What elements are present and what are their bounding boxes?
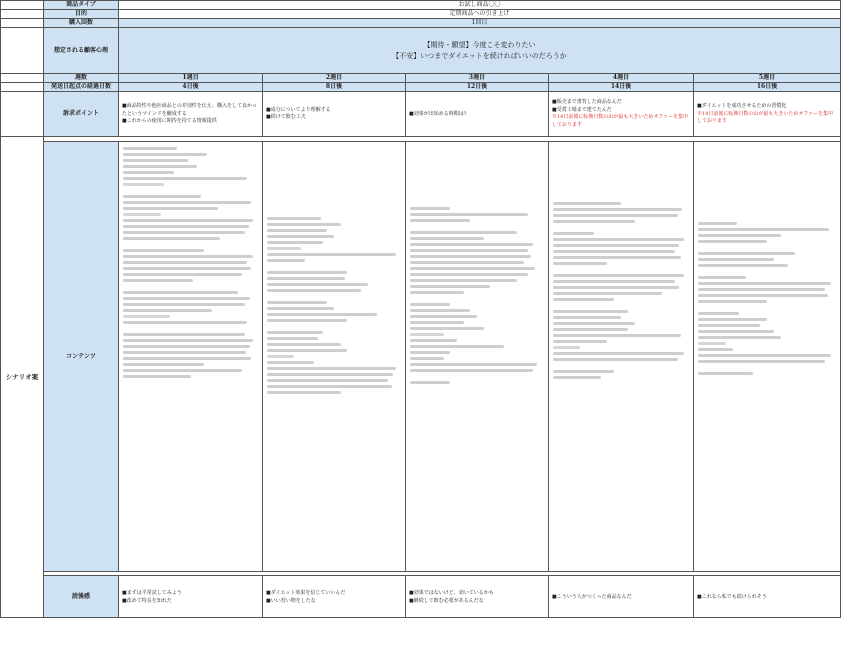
impression-item: ■継続して飲む必要があるんだな	[409, 597, 484, 604]
blurred-text-line	[267, 385, 392, 388]
blurred-text-line	[267, 379, 388, 382]
blurred-text-line	[123, 351, 246, 354]
blurred-text-line	[553, 262, 607, 265]
label-weeks: 週数	[44, 74, 119, 83]
blurred-text-line	[410, 345, 504, 348]
blurred-text-line	[267, 271, 347, 274]
blurred-text-line	[698, 276, 746, 279]
value-assumed-psychology	[119, 28, 841, 74]
psychology-expectation: 【期待・願望】今度こそ変わりたい	[423, 40, 536, 49]
appeal-note: ※14日前後に転換日数の山が最も大きいためオファーを集中しております	[697, 110, 834, 125]
blurred-text-line	[123, 291, 238, 294]
label-assumed-psychology: 想定される顧客心理	[44, 28, 119, 74]
content-week-2	[263, 142, 406, 572]
blank-cell	[1, 10, 44, 19]
blurred-text-line	[698, 318, 767, 321]
appeal-week-1	[119, 92, 263, 137]
blurred-text-line	[123, 261, 247, 264]
blurred-text-line	[267, 391, 341, 394]
blurred-text-line	[553, 232, 594, 235]
blurred-text-line	[698, 282, 831, 285]
impression-week-3	[406, 576, 549, 618]
blurred-text-line	[410, 303, 450, 306]
blurred-text-line	[123, 249, 204, 252]
blurred-text-line	[410, 213, 528, 216]
blurred-text-line	[410, 333, 444, 336]
value-objective: 定期商品への引き上げ	[119, 10, 841, 19]
blurred-text-line	[267, 361, 314, 364]
content-week-4	[549, 142, 694, 572]
blurred-text-line	[410, 327, 484, 330]
blurred-text-line	[267, 307, 334, 310]
blurred-text-line	[553, 292, 662, 295]
blurred-text-line	[410, 339, 457, 342]
appeal-item: ■これからの使用に期待を持てる情報提供	[122, 118, 217, 125]
blurred-text-line	[123, 231, 245, 234]
value-product-type: お試し商品〇〇	[119, 1, 841, 10]
impression-item: ■いい習い物をしたな	[266, 597, 316, 604]
blurred-text-line	[123, 255, 253, 258]
blurred-text-line	[267, 343, 341, 346]
blurred-text-line	[698, 372, 753, 375]
content-week-3	[406, 142, 549, 572]
scenario-label-cell	[1, 137, 44, 618]
value-purchase-count: 1回目	[119, 19, 841, 28]
impression-week-1	[119, 576, 263, 618]
blurred-text-line	[123, 363, 204, 366]
blurred-text-line	[698, 330, 774, 333]
blurred-text-line	[698, 312, 739, 315]
impression-item: ■改めて特長を知れた	[122, 597, 172, 604]
blurred-text-line	[123, 225, 249, 228]
blurred-text-line	[698, 360, 825, 363]
blank-cell	[1, 28, 44, 74]
blurred-text-line	[553, 328, 628, 331]
blurred-text-line	[553, 280, 675, 283]
blurred-text-line	[553, 250, 675, 253]
blurred-text-line	[410, 309, 470, 312]
appeal-item: ■続けて飲む工夫	[266, 114, 306, 121]
blurred-text-line	[553, 214, 678, 217]
blurred-text-line	[123, 339, 253, 342]
appeal-item: ■受賞工場まで建てたんだ	[552, 106, 612, 113]
label-contents: コンテンツ	[44, 142, 119, 572]
blurred-text-line	[123, 153, 207, 156]
label-scenario: シナリオ案	[5, 372, 39, 381]
appeal-item: ■成分についてより理解する	[266, 106, 331, 113]
blurred-text-line	[410, 369, 533, 372]
appeal-item: ■効果が出始める時期は?	[409, 110, 467, 117]
blurred-text-line	[553, 310, 628, 313]
blurred-text-line	[410, 273, 528, 276]
blurred-text-line	[123, 195, 201, 198]
blurred-text-line	[267, 337, 318, 340]
label-product-type: 商品タイプ	[44, 1, 119, 10]
blurred-text-line	[410, 351, 450, 354]
blurred-text-line	[553, 334, 681, 337]
week-4: 4週目	[549, 74, 694, 83]
impression-item: ■まずは平常試してみよう	[122, 589, 182, 596]
blurred-text-line	[267, 301, 327, 304]
blurred-text-line	[410, 207, 450, 210]
blank-cell	[1, 83, 44, 92]
blurred-text-line	[698, 336, 781, 339]
blurred-text-line	[123, 375, 191, 378]
blurred-text-line	[410, 267, 535, 270]
blurred-text-line	[698, 228, 829, 231]
blurred-text-line	[553, 376, 601, 379]
blurred-text-line	[267, 229, 327, 232]
days-2: 8日後	[263, 83, 406, 92]
blurred-text-line	[553, 340, 607, 343]
blurred-text-line	[267, 217, 321, 220]
blurred-text-line	[123, 369, 242, 372]
label-objective: 目的	[44, 10, 119, 19]
blank-cell	[1, 1, 44, 10]
blurred-text-line	[267, 247, 301, 250]
content-week-5	[694, 142, 841, 572]
blurred-text-line	[267, 373, 393, 376]
blurred-text-line	[410, 285, 490, 288]
blurred-text-line	[553, 220, 635, 223]
blurred-text-line	[267, 313, 377, 316]
blurred-text-line	[553, 286, 679, 289]
blurred-text-line	[698, 348, 733, 351]
blurred-text-line	[410, 279, 517, 282]
blurred-text-line	[553, 322, 635, 325]
week-1: 1週目	[119, 74, 263, 83]
blurred-text-line	[410, 237, 484, 240]
blurred-text-line	[410, 255, 531, 258]
week-3: 3週目	[406, 74, 549, 83]
blurred-text-line	[267, 367, 396, 370]
blurred-text-line	[123, 219, 253, 222]
blurred-text-line	[698, 252, 795, 255]
appeal-note: ※14日前後に転換日数の山が最も大きいためオファーを集中しております	[552, 114, 689, 128]
blurred-text-line	[123, 213, 161, 216]
blurred-text-line	[698, 234, 781, 237]
blurred-text-line	[410, 321, 464, 324]
blurred-text-line	[553, 370, 614, 373]
blurred-text-line	[267, 349, 347, 352]
blurred-text-line	[123, 297, 250, 300]
blank-cell	[1, 74, 44, 83]
blurred-text-line	[553, 244, 679, 247]
appeal-week-4	[549, 92, 694, 137]
blurred-text-line	[410, 231, 517, 234]
appeal-item: ■商品特性や他社商品との差別性を伝え、購入をして良かったというマインドを醸成する	[122, 103, 258, 117]
days-4: 14日後	[549, 83, 694, 92]
blurred-text-line	[553, 202, 621, 205]
blurred-text-line	[267, 355, 294, 358]
impression-week-5	[694, 576, 841, 618]
blurred-text-line	[267, 289, 361, 292]
blurred-text-line	[123, 267, 251, 270]
blurred-text-line	[410, 363, 537, 366]
blurred-text-line	[410, 219, 470, 222]
psychology-anxiety: 【不安】いつまでダイエットを続ければいいのだろうか	[392, 51, 567, 60]
blurred-text-line	[123, 279, 193, 282]
blurred-text-line	[123, 309, 212, 312]
blurred-text-line	[123, 159, 188, 162]
blurred-text-line	[698, 240, 767, 243]
content-week-1	[119, 142, 263, 572]
blurred-text-line	[698, 342, 726, 345]
blurred-text-line	[698, 354, 831, 357]
days-3: 12日後	[406, 83, 549, 92]
blurred-text-line	[698, 264, 788, 267]
blurred-text-line	[123, 171, 174, 174]
blurred-text-line	[123, 147, 177, 150]
blurred-text-line	[123, 345, 250, 348]
blurred-text-line	[123, 321, 247, 324]
blurred-text-line	[123, 165, 197, 168]
label-purchase-count: 購入回数	[44, 19, 119, 28]
blurred-text-line	[267, 259, 305, 262]
impression-item: ■こういう人がつくった商品なんだ	[552, 593, 632, 600]
days-1: 4日後	[119, 83, 263, 92]
blurred-text-line	[123, 237, 220, 240]
blurred-text-line	[267, 331, 323, 334]
appeal-week-3	[406, 92, 549, 137]
impression-item: ■効果ではないけど、効いているかも	[409, 589, 494, 596]
blurred-text-line	[698, 258, 774, 261]
blurred-text-line	[267, 277, 345, 280]
blurred-text-line	[410, 261, 524, 264]
impression-week-2	[263, 576, 406, 618]
blurred-text-line	[553, 256, 681, 259]
blurred-text-line	[553, 208, 682, 211]
blurred-text-line	[410, 249, 528, 252]
blurred-text-line	[698, 324, 760, 327]
blurred-text-line	[553, 352, 684, 355]
blurred-text-line	[553, 358, 678, 361]
week-5: 5週目	[694, 74, 841, 83]
blank-cell	[1, 92, 44, 137]
blank-cell	[1, 19, 44, 28]
appeal-item: ■販売まで書背した商品なんだ	[552, 99, 622, 106]
blurred-text-line	[267, 223, 341, 226]
label-appeal-points: 訴求ポイント	[44, 92, 119, 137]
blurred-text-line	[267, 283, 368, 286]
blurred-text-line	[410, 381, 450, 384]
blurred-text-line	[553, 298, 614, 301]
impression-item: ■これなら私でも続けられそう	[697, 593, 767, 600]
blurred-text-line	[698, 294, 828, 297]
blurred-text-line	[553, 346, 580, 349]
week-2: 2週目	[263, 74, 406, 83]
blurred-text-line	[267, 253, 396, 256]
blurred-text-line	[410, 243, 533, 246]
blurred-text-line	[410, 291, 464, 294]
appeal-week-2	[263, 92, 406, 137]
days-5: 16日後	[694, 83, 841, 92]
blurred-text-line	[267, 319, 347, 322]
blurred-text-line	[698, 288, 825, 291]
blurred-text-line	[123, 207, 218, 210]
blurred-text-line	[553, 316, 621, 319]
blurred-text-line	[698, 222, 737, 225]
blurred-text-line	[267, 241, 323, 244]
label-after-read: 読後感	[44, 576, 119, 618]
blurred-text-line	[123, 333, 245, 336]
blurred-text-line	[410, 357, 444, 360]
blurred-text-line	[267, 235, 334, 238]
blurred-text-line	[410, 315, 477, 318]
blurred-text-line	[123, 273, 242, 276]
blurred-text-line	[123, 177, 247, 180]
impression-week-4	[549, 576, 694, 618]
blurred-text-line	[123, 201, 251, 204]
blurred-text-line	[123, 183, 164, 186]
label-days-since-shipping: 発送日起点の経過日数	[44, 83, 119, 92]
blurred-text-line	[123, 315, 170, 318]
appeal-item: ■ダイエットを成功させるための習慣化	[697, 103, 787, 110]
blurred-text-line	[553, 238, 684, 241]
blurred-text-line	[698, 300, 767, 303]
blurred-text-line	[123, 303, 245, 306]
appeal-week-5	[694, 92, 841, 137]
blurred-text-line	[123, 357, 251, 360]
impression-item: ■ダイエット効果を信じていいんだ	[266, 589, 346, 596]
blurred-text-line	[553, 274, 684, 277]
